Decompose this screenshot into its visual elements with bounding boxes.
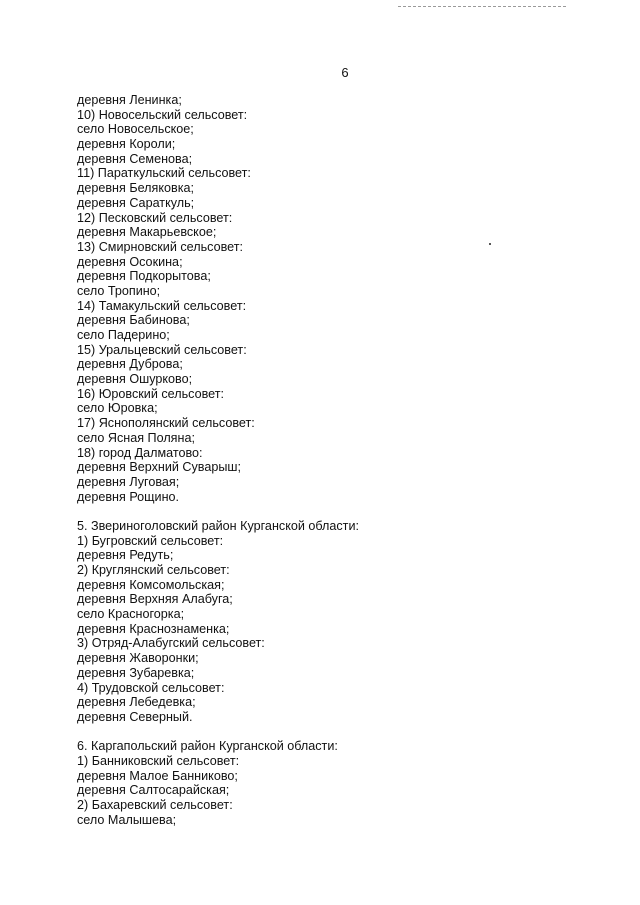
text-line: деревня Верхняя Алабуга; bbox=[77, 592, 233, 607]
text-line: 15) Уральцевский сельсовет: bbox=[77, 342, 247, 357]
text-line: деревня Зубаревка; bbox=[77, 665, 195, 680]
text-line: деревня Верхний Суварыш; bbox=[77, 460, 242, 475]
text-line: 1) Банниковский сельсовет: bbox=[77, 753, 240, 768]
text-line: 2) Бахаревский сельсовет: bbox=[77, 798, 233, 812]
text-line: деревня Ошурково; bbox=[77, 372, 193, 387]
text-line: село Красногорка; bbox=[77, 607, 185, 622]
text-line: село Падерино; bbox=[77, 328, 170, 342]
text-line: село Тропино; bbox=[77, 283, 161, 298]
text-line: 17) Яснополянский сельсовет: bbox=[77, 416, 255, 431]
text-line: 18) город Далматово: bbox=[77, 445, 203, 460]
text-line: 6. Каргапольский район Курганской области: bbox=[77, 739, 338, 754]
text-line: деревня Комсомольская; bbox=[77, 577, 225, 592]
text-line: 14) Тамакульский сельсовет: bbox=[77, 298, 247, 313]
text-line: деревня Рощино. bbox=[77, 489, 180, 504]
text-line: 3) Отряд-Алабугский сельсовет: bbox=[77, 636, 265, 651]
text-line: деревня Жаворонки; bbox=[77, 651, 199, 666]
text-line: деревня Салтосарайская; bbox=[77, 783, 230, 798]
text-line: село Юровка; bbox=[77, 401, 158, 416]
text-line: 12) Песковский сельсовет: bbox=[77, 210, 233, 225]
text-line: село Малышева; bbox=[77, 812, 177, 827]
text-line: деревня Макарьевское; bbox=[77, 225, 217, 240]
text-line: деревня Бабинова; bbox=[77, 313, 190, 328]
text-line: 11) Параткульский сельсовет: bbox=[77, 166, 251, 181]
text-line: деревня Малое Банниково; bbox=[77, 768, 238, 783]
text-line: село Ясная Поляна; bbox=[77, 430, 195, 445]
text-line: 10) Новосельский сельсовет: bbox=[77, 107, 248, 122]
scan-header-rule bbox=[398, 6, 566, 7]
text-line: деревня Сараткуль; bbox=[77, 195, 195, 210]
text-line: деревня Луговая; bbox=[77, 474, 180, 489]
text-line: деревня Короли; bbox=[77, 137, 176, 152]
document-section bbox=[77, 93, 597, 504]
page-number: 6 bbox=[341, 65, 349, 80]
text-line: деревня Редуть; bbox=[77, 548, 174, 563]
text-line: деревня Семенова; bbox=[77, 151, 193, 166]
document-section bbox=[77, 519, 597, 725]
section-gap bbox=[77, 725, 597, 740]
text-line: 16) Юровский сельсовет: bbox=[77, 386, 224, 401]
text-line: деревня Подкорытова; bbox=[77, 269, 211, 284]
text-line: деревня Северный. bbox=[77, 709, 193, 724]
text-line: деревня Дуброва; bbox=[77, 357, 183, 372]
text-line: 2) Круглянский сельсовет: bbox=[77, 563, 230, 577]
text-line: 4) Трудовской сельсовет: bbox=[77, 680, 225, 695]
text-line: село Новосельское; bbox=[77, 122, 194, 137]
text-line: деревня Краснознаменка; bbox=[77, 621, 230, 636]
text-line: 1) Бугровский сельсовет: bbox=[77, 533, 224, 548]
document-section bbox=[77, 739, 597, 827]
text-line: деревня Лебедевка; bbox=[77, 695, 196, 710]
document-body bbox=[77, 93, 597, 827]
text-line: деревня Осокина; bbox=[77, 254, 183, 269]
text-line: деревня Беляковка; bbox=[77, 181, 194, 196]
text-line: деревня Ленинка; bbox=[77, 93, 182, 107]
section-gap bbox=[77, 504, 597, 519]
text-line: 13) Смирновский сельсовет: bbox=[77, 239, 244, 254]
text-line: 5. Звериноголовский район Курганской области: bbox=[77, 518, 359, 533]
